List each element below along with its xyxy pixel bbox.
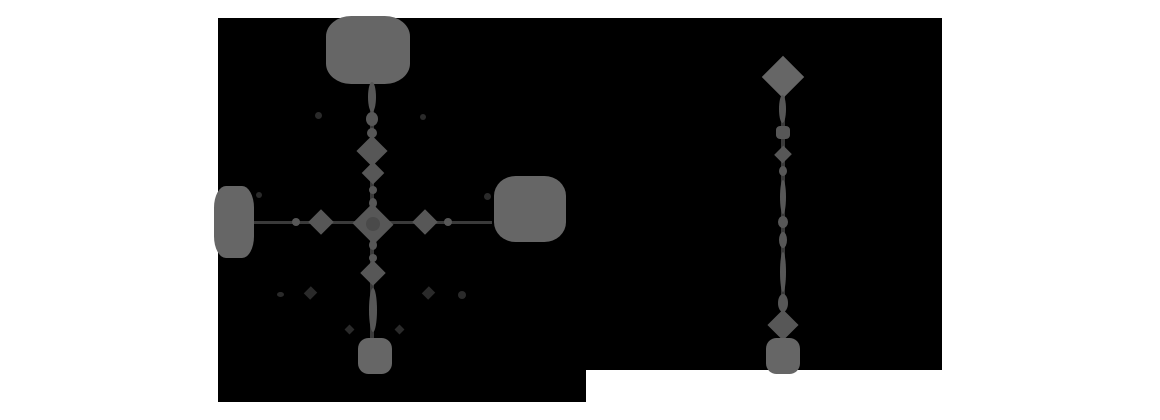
top-block [326, 16, 410, 84]
speck-ur-1 [420, 114, 426, 120]
speck-ul-2 [256, 192, 262, 198]
bottom-blob [358, 338, 392, 374]
top-stem [368, 82, 376, 112]
center-inner [366, 217, 380, 231]
r-stem-mid [780, 180, 786, 214]
left-arm-dot [292, 218, 300, 226]
right-panel [586, 18, 942, 370]
speck-ll-1 [277, 292, 284, 297]
r-bottom-block [766, 338, 800, 374]
r-stem-lower [780, 252, 786, 292]
speck-ul-1 [315, 112, 322, 119]
lower-stem [369, 288, 377, 332]
lower-dot-1 [369, 240, 377, 250]
right-wing [494, 176, 566, 242]
speck-ur-2 [484, 193, 491, 200]
left-wing [214, 186, 254, 258]
upper-node-a [366, 112, 378, 126]
r-node-c [778, 216, 788, 228]
r-node-d [779, 232, 787, 248]
r-stem-upper [779, 95, 786, 123]
right-arm-dot [444, 218, 452, 226]
upper-dot-1 [369, 186, 377, 194]
r-node-b [779, 166, 787, 176]
speck-lr-3 [458, 291, 466, 299]
r-square [776, 126, 790, 139]
